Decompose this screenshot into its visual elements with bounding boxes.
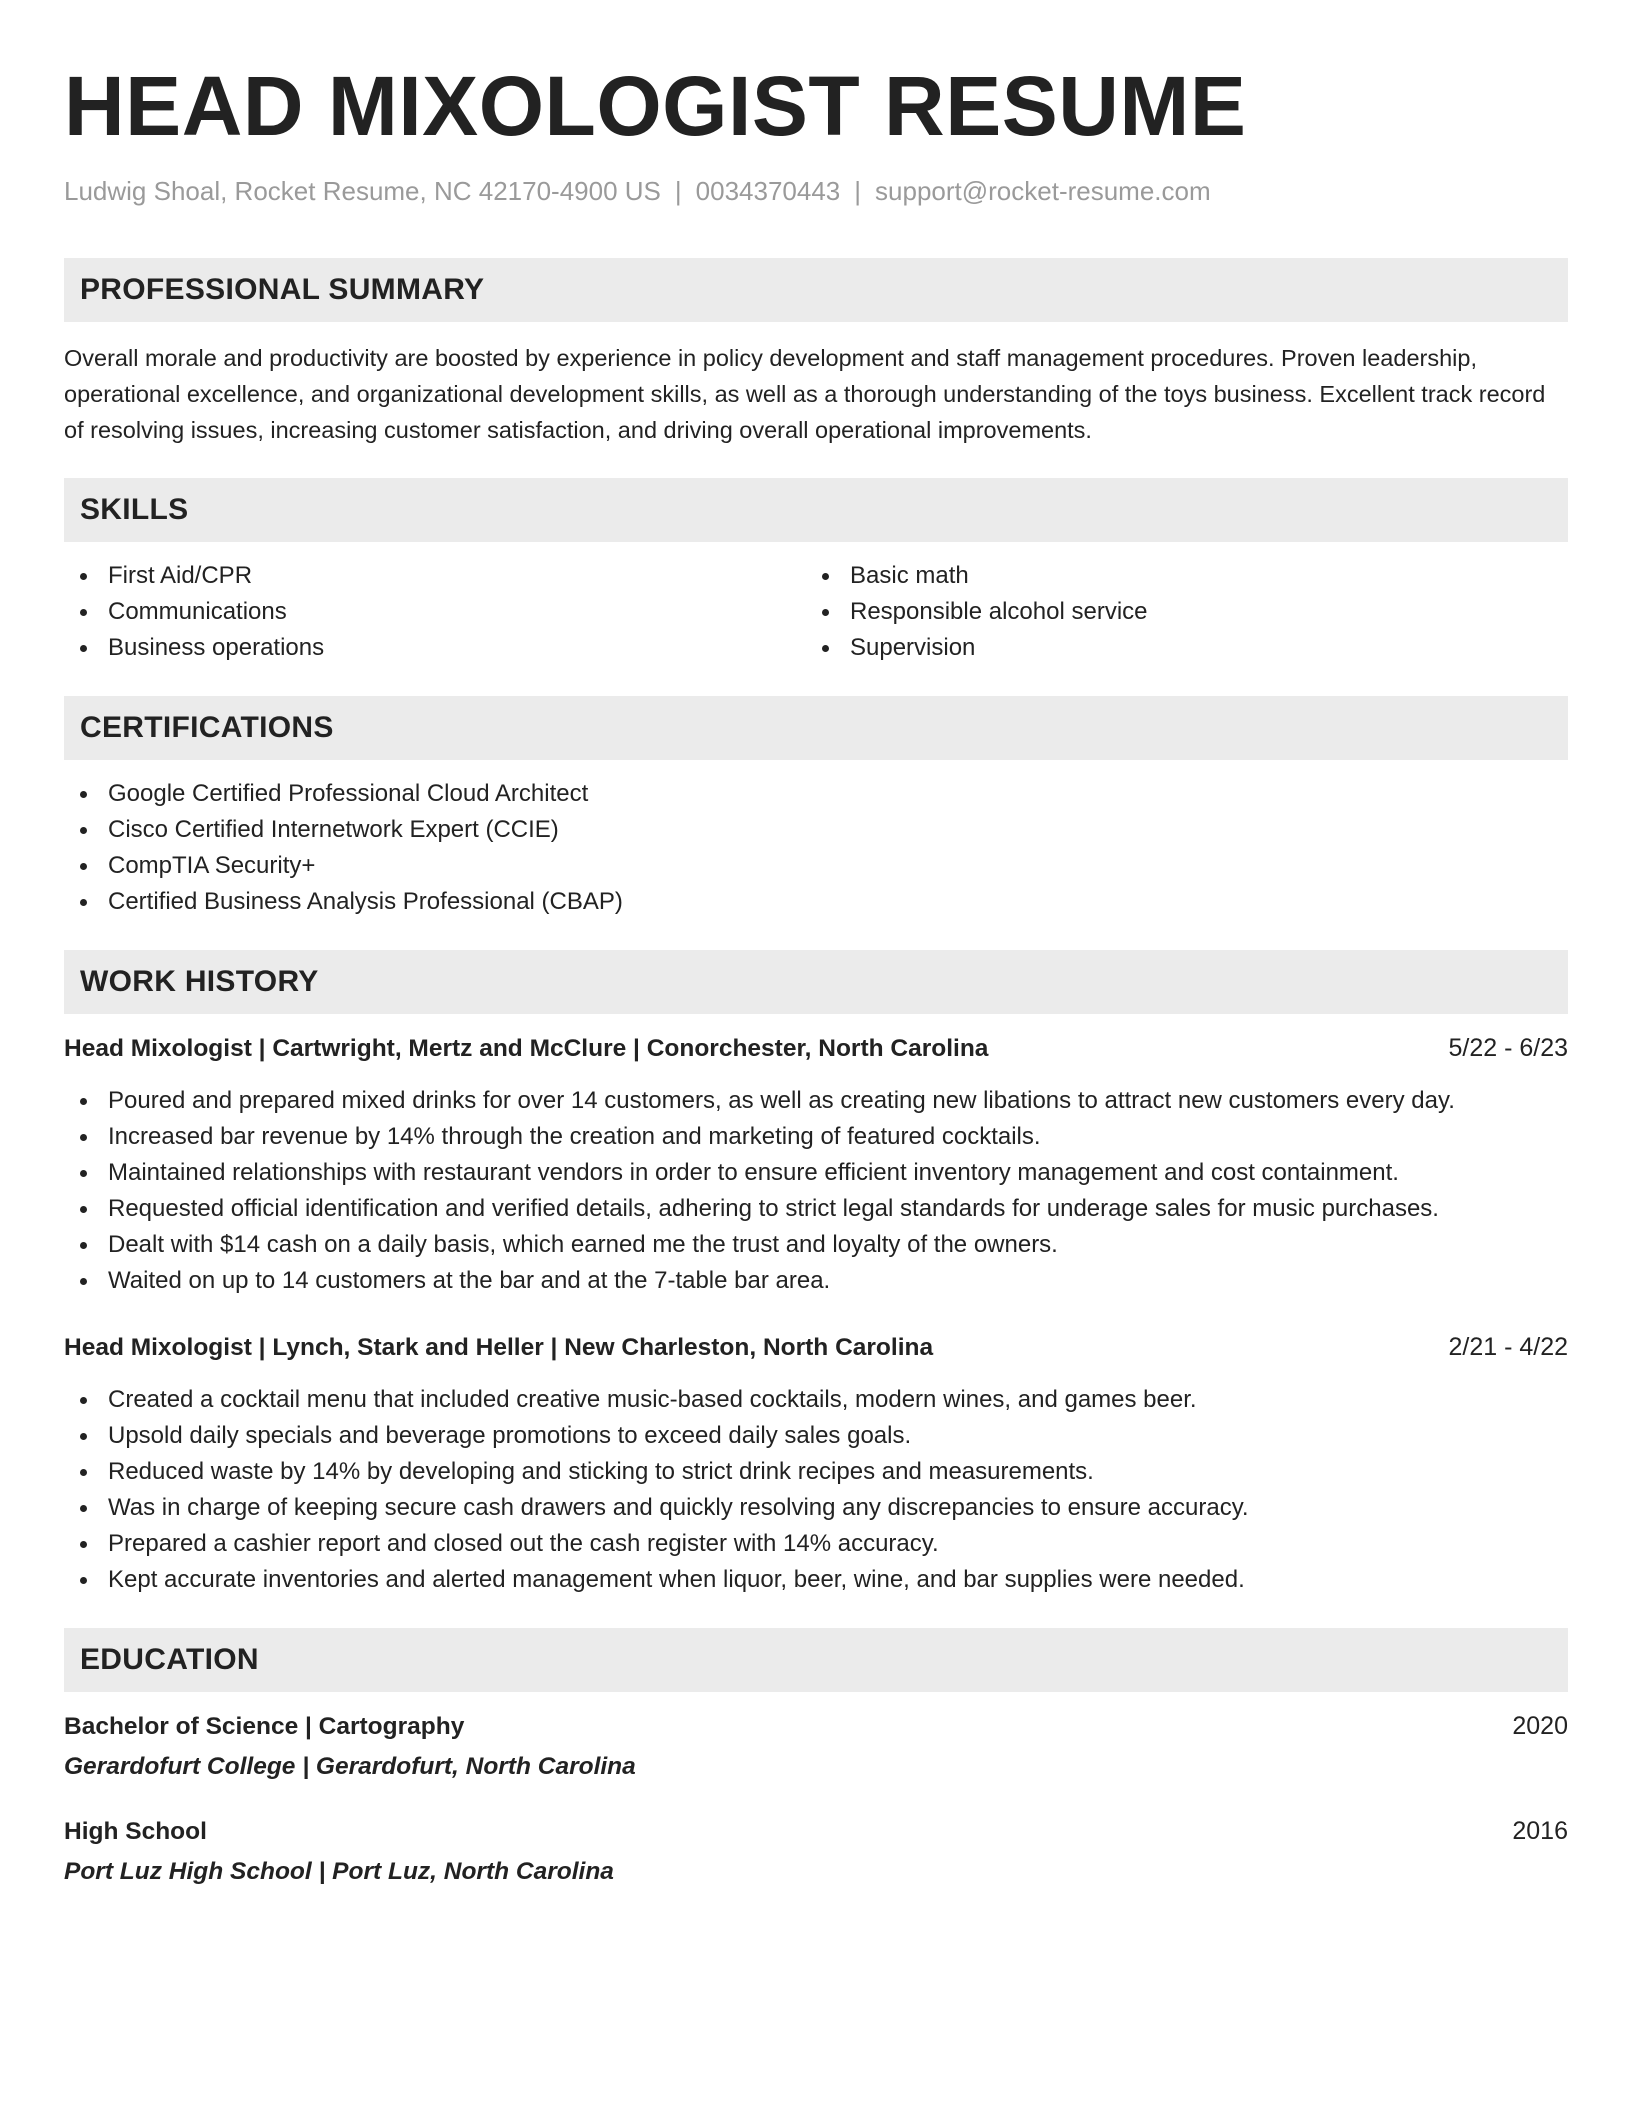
education-school: Gerardofurt College | Gerardofurt, North Carolina: [64, 1753, 636, 1780]
job-header: [64, 1030, 1568, 1067]
certification-item: CompTIA Security+: [64, 848, 1568, 884]
skills-column-left: [64, 558, 806, 666]
job-header: [64, 1329, 1568, 1366]
skills-list-right: [806, 558, 1548, 666]
summary-heading: PROFESSIONAL SUMMARY: [64, 258, 1568, 322]
skills-column-right: [806, 558, 1548, 666]
education-year: 2016: [1512, 1817, 1568, 1845]
job-bullet: Poured and prepared mixed drinks for over 14 customers, as well as creating new libations to attract new customers every day.: [64, 1083, 1568, 1119]
education-degree: High School: [64, 1818, 207, 1845]
education-header: [64, 1813, 1568, 1850]
education-header: [64, 1708, 1568, 1745]
education-heading: EDUCATION: [64, 1628, 1568, 1692]
certification-item: Certified Business Analysis Professional (CBAP): [64, 884, 1568, 920]
certifications-heading: CERTIFICATIONS: [64, 696, 1568, 760]
contact-line: [64, 174, 1568, 208]
skills-list-left: [64, 558, 806, 666]
job-entry: [64, 1030, 1568, 1299]
education-year: 2020: [1512, 1712, 1568, 1740]
education-section: [64, 1628, 1568, 1890]
education-degree: Bachelor of Science | Cartography: [64, 1713, 465, 1740]
work-history-heading: WORK HISTORY: [64, 950, 1568, 1014]
skills-grid: [64, 558, 1568, 666]
job-bullet: Dealt with $14 cash on a daily basis, which earned me the trust and loyalty of the owners.: [64, 1227, 1568, 1263]
job-bullet: Requested official identification and verified details, adhering to strict legal standards for underage sales for music purchases.: [64, 1191, 1568, 1227]
skills-heading: SKILLS: [64, 478, 1568, 542]
job-bullet: Created a cocktail menu that included creative music-based cocktails, modern wines, and games beer.: [64, 1382, 1568, 1418]
skill-item: Business operations: [64, 630, 806, 666]
job-bullet: Prepared a cashier report and closed out the cash register with 14% accuracy.: [64, 1526, 1568, 1562]
contact-phone: 0034370443: [695, 176, 841, 206]
job-bullet: Maintained relationships with restaurant vendors in order to ensure efficient inventory management and cost containment.: [64, 1155, 1568, 1191]
skill-item: First Aid/CPR: [64, 558, 806, 594]
job-bullet: Increased bar revenue by 14% through the creation and marketing of featured cocktails.: [64, 1119, 1568, 1155]
job-bullet: Kept accurate inventories and alerted management when liquor, beer, wine, and bar supplies were needed.: [64, 1562, 1568, 1598]
education-entry: [64, 1813, 1568, 1890]
contact-address: Ludwig Shoal, Rocket Resume, NC 42170-4900 US: [64, 176, 661, 206]
summary-text: Overall morale and productivity are boosted by experience in policy development and staff management procedures. Proven leadership, operational excellence, and organizational development skills, as well as a thorough understanding of the toys business. Excellent track record of resolving issues, increasing customer satisfaction, and driving overall operational improvements.: [64, 345, 1546, 443]
job-bullets: [64, 1083, 1568, 1299]
skill-item: Supervision: [806, 630, 1548, 666]
job-entry: [64, 1329, 1568, 1598]
contact-email: support@rocket-resume.com: [875, 176, 1211, 206]
job-title: Head Mixologist | Cartwright, Mertz and McClure | Conorchester, North Carolina: [64, 1035, 989, 1062]
job-dates: 5/22 - 6/23: [1448, 1034, 1568, 1062]
job-title: Head Mixologist | Lynch, Stark and Heller | New Charleston, North Carolina: [64, 1334, 934, 1361]
contact-separator: |: [674, 176, 682, 206]
certification-item: Cisco Certified Internetwork Expert (CCIE): [64, 812, 1568, 848]
work-history-section: [64, 950, 1568, 1598]
certifications-list: [64, 776, 1568, 920]
job-bullet: Reduced waste by 14% by developing and sticking to strict drink recipes and measurements.: [64, 1454, 1568, 1490]
skills-section: [64, 478, 1568, 666]
contact-separator: |: [854, 176, 862, 206]
job-bullet: Upsold daily specials and beverage promotions to exceed daily sales goals.: [64, 1418, 1568, 1454]
skill-item: Responsible alcohol service: [806, 594, 1548, 630]
job-bullet: Waited on up to 14 customers at the bar and at the 7-table bar area.: [64, 1263, 1568, 1299]
skill-item: Basic math: [806, 558, 1548, 594]
job-bullets: [64, 1382, 1568, 1598]
education-entry: [64, 1708, 1568, 1785]
certifications-section: [64, 696, 1568, 920]
skill-item: Communications: [64, 594, 806, 630]
job-bullet: Was in charge of keeping secure cash drawers and quickly resolving any discrepancies to ensure accuracy.: [64, 1490, 1568, 1526]
page-title: HEAD MIXOLOGIST RESUME: [64, 59, 1247, 153]
certification-item: Google Certified Professional Cloud Architect: [64, 776, 1568, 812]
summary-section: [64, 258, 1568, 448]
education-school: Port Luz High School | Port Luz, North Carolina: [64, 1858, 614, 1885]
job-dates: 2/21 - 4/22: [1448, 1333, 1568, 1361]
